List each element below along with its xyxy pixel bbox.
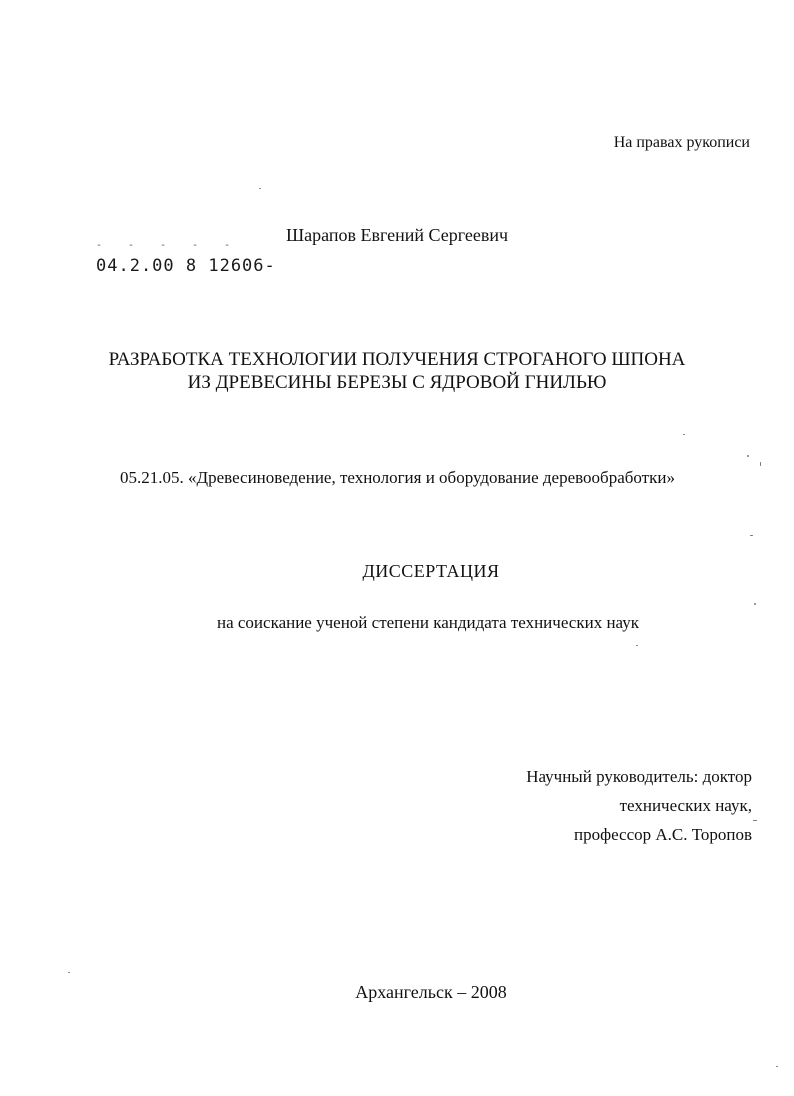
degree-line: на соискание ученой степени кандидата технических наук [216, 613, 639, 632]
scan-speck [776, 1066, 778, 1067]
scan-speck [760, 462, 761, 466]
registration-stamp: 04.2.00 8 12606- [96, 256, 276, 276]
scan-speck [750, 535, 753, 536]
city-year: Архангельск – 2008 [355, 982, 507, 1002]
supervisor-line-1: Научный руководитель: доктор [526, 767, 752, 786]
scan-speck [636, 645, 638, 646]
scan-speck [683, 434, 685, 435]
supervisor-line-3: профессор А.С. Торопов [573, 825, 752, 844]
scan-speck [747, 455, 749, 457]
supervisor-line-2: технических наук, [619, 796, 752, 815]
title-line-2: ИЗ ДРЕВЕСИНЫ БЕРЕЗЫ С ЯДРОВОЙ ГНИЛЬЮ [187, 372, 607, 393]
stamp-dashes: - - - - - [96, 240, 241, 251]
work-kind: ДИССЕРТАЦИЯ [362, 561, 500, 581]
rights-note: На правах рукописи [613, 134, 750, 151]
scan-speck [753, 820, 757, 821]
scan-speck [754, 603, 756, 605]
dissertation-title [0, 348, 794, 394]
scan-speck [259, 188, 261, 189]
author-name: Шарапов Евгений Сергеевич [285, 225, 509, 245]
scan-speck [68, 972, 70, 973]
specialty-code: 05.21.05. «Древесиноведение, технология и оборудование деревообработки» [120, 468, 675, 487]
title-line-1: РАЗРАБОТКА ТЕХНОЛОГИИ ПОЛУЧЕНИЯ СТРОГАНОГО ШПОНА [108, 349, 686, 370]
supervisor-block [526, 762, 752, 849]
